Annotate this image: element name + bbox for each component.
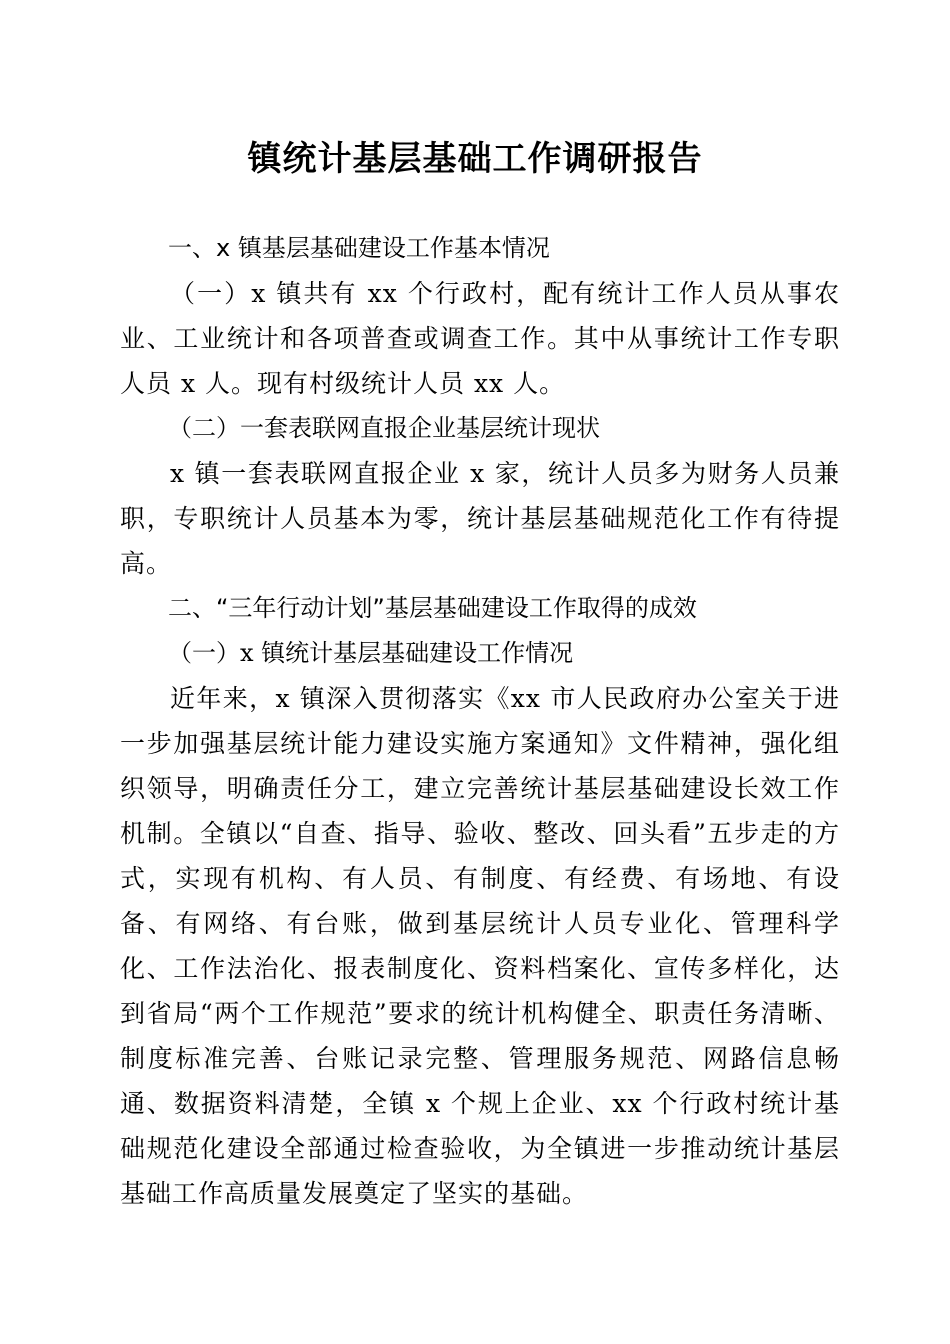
document-body	[120, 226, 840, 1216]
section-1-item-2-heading: （二）一套表联网直报企业基层统计现状	[168, 414, 600, 442]
section-2-item-1-paragraph: 近年来，x 镇深入贯彻落实《xx 市人民政府办公室关于进一步加强基层统计能力建设实施方案通知》文件精神，强化组织领导，明确责任分工，建立完善统计基层基础建设长效工作机制。全镇以“自查、指导、验收、整改、回头看”五步走的方式，实现有机构、有人员、有制度、有经费、有场地、有设备、有网络、有台账，做到基层统计人员专业化、管理科学化、工作法治化、报表制度化、资料档案化、宣传多样化，达到省局“两个工作规范”要求的统计机构健全、职责任务清晰、制度标准完善、台账记录完整、管理服务规范、网路信息畅通、数据资料清楚，全镇 x 个规上企业、xx 个行政村统计基础规范化建设全部通过检查验收，为全镇进一步推动统计基层基础工作高质量发展奠定了坚实的基础。	[120, 684, 840, 1208]
section-1-item-2-paragraph: x 镇一套表联网直报企业 x 家，统计人员多为财务人员兼职，专职统计人员基本为零，统计基层基础规范化工作有待提高。	[120, 459, 840, 578]
section-2-item-1-heading: （一）x 镇统计基层基础建设工作情况	[168, 639, 574, 667]
section-2-heading: 二、“三年行动计划”基层基础建设工作取得的成效	[168, 594, 697, 622]
section-1-heading: 一、x 镇基层基础建设工作基本情况	[168, 234, 550, 262]
section-1-item-1-paragraph: （一）x 镇共有 xx 个行政村，配有统计工作人员从事农业、工业统计和各项普查或调查工作。其中从事统计工作专职人员 x 人。现有村级统计人员 xx 人。	[120, 279, 840, 398]
document-title: 镇统计基层基础工作调研报告	[247, 139, 703, 179]
